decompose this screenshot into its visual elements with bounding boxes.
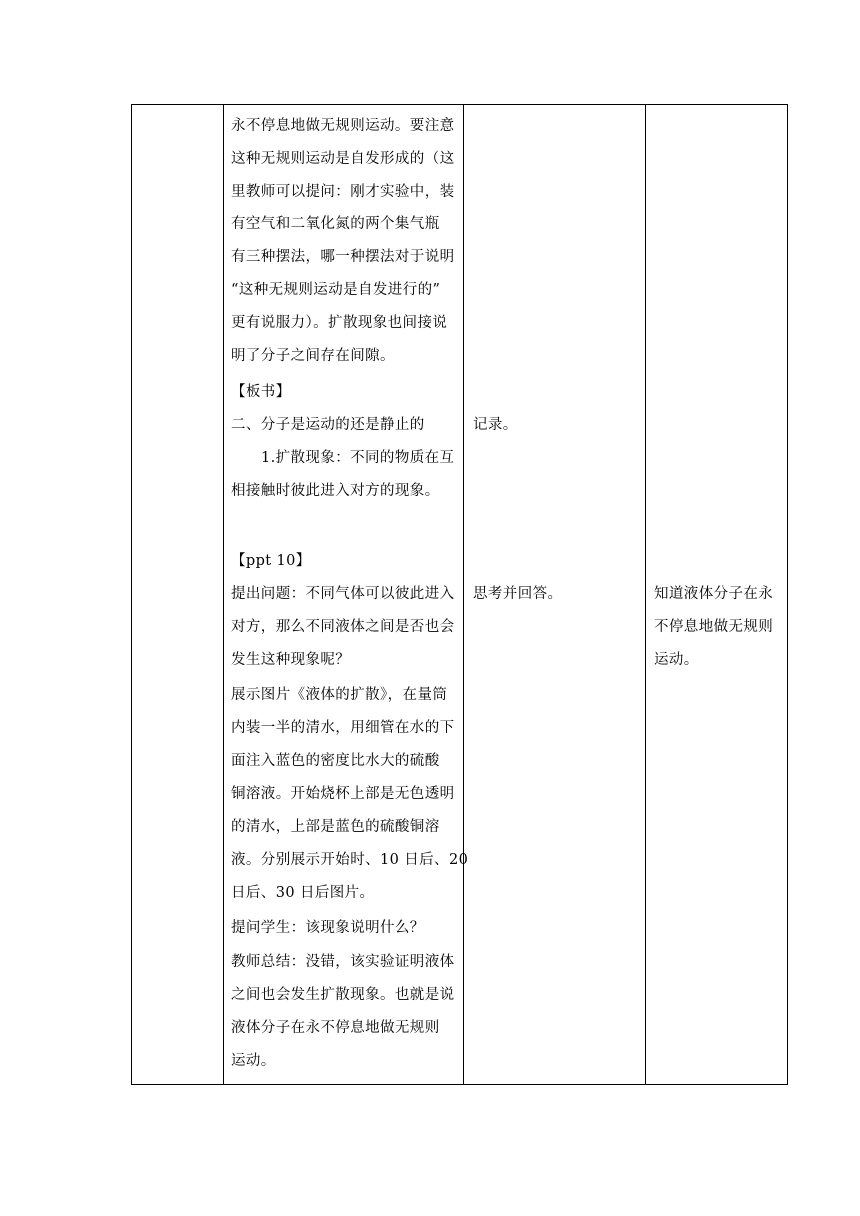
text-line: 相接触时彼此进入对方的现象。	[231, 483, 440, 499]
text-line: 日后、30 日后图片。	[231, 885, 375, 901]
table-row	[132, 105, 788, 1085]
table-cell-student-activity	[464, 105, 646, 1085]
text-line: 运动。	[231, 1053, 276, 1069]
ppt-marker: 【ppt 10】	[231, 553, 311, 569]
section-heading: 二、分子是运动的还是静止的	[231, 417, 425, 433]
text-line: 知道液体分子在永	[654, 586, 774, 602]
text-line: 液体分子在永不停息地做无规则	[231, 1020, 440, 1036]
text-line: 有空气和二氧化氮的两个集气瓶	[231, 216, 440, 232]
text-line: 记录。	[473, 417, 518, 433]
text-line: 思考并回答。	[473, 586, 563, 602]
text-line: 内装一半的清水，用细管在水的下	[231, 720, 455, 736]
text-line: 里教师可以提问：刚才实验中，装	[231, 184, 455, 200]
text-line: 运动。	[654, 652, 699, 668]
lesson-plan-table	[131, 104, 788, 1085]
text-line: 对方，那么不同液体之间是否也会	[231, 619, 455, 635]
table-cell-teacher-activity	[224, 105, 469, 1085]
table-cell-col1	[132, 105, 224, 1085]
table-cell-design-intent	[646, 105, 788, 1085]
text-line: 永不停息地做无规则运动。要注意	[231, 118, 455, 134]
text-line: “这种无规则运动是自发进行的”	[231, 282, 441, 298]
text-line: 明了分子之间存在间隙。	[231, 348, 395, 364]
text-line: 发生这种现象呢？	[231, 652, 351, 668]
text-line: 液。分别展示开始时、10 日后、20	[231, 852, 469, 868]
blackboard-heading: 【板书】	[231, 384, 291, 400]
text-line: 教师总结：没错，该实验证明液体	[231, 954, 455, 970]
text-line: 铜溶液。开始烧杯上部是无色透明	[231, 786, 455, 802]
text-line: 不停息地做无规则	[654, 619, 774, 635]
text-line: 1.扩散现象：不同的物质在互	[261, 450, 455, 466]
text-line: 之间也会发生扩散现象。也就是说	[231, 987, 455, 1003]
text-line: 更有说服力）。扩散现象也间接说	[231, 315, 448, 331]
text-line: 的清水，上部是蓝色的硫酸铜溶	[231, 819, 440, 835]
text-line: 提问学生：该现象说明什么？	[231, 920, 425, 936]
text-line: 面注入蓝色的密度比水大的硫酸	[231, 753, 440, 769]
text-line: 有三种摆法，哪一种摆法对于说明	[231, 249, 455, 265]
text-line: 这种无规则运动是自发形成的（这	[231, 151, 455, 167]
text-line: 提出问题：不同气体可以彼此进入	[231, 586, 455, 602]
text-line: 展示图片《液体的扩散》，在量筒	[231, 687, 448, 703]
